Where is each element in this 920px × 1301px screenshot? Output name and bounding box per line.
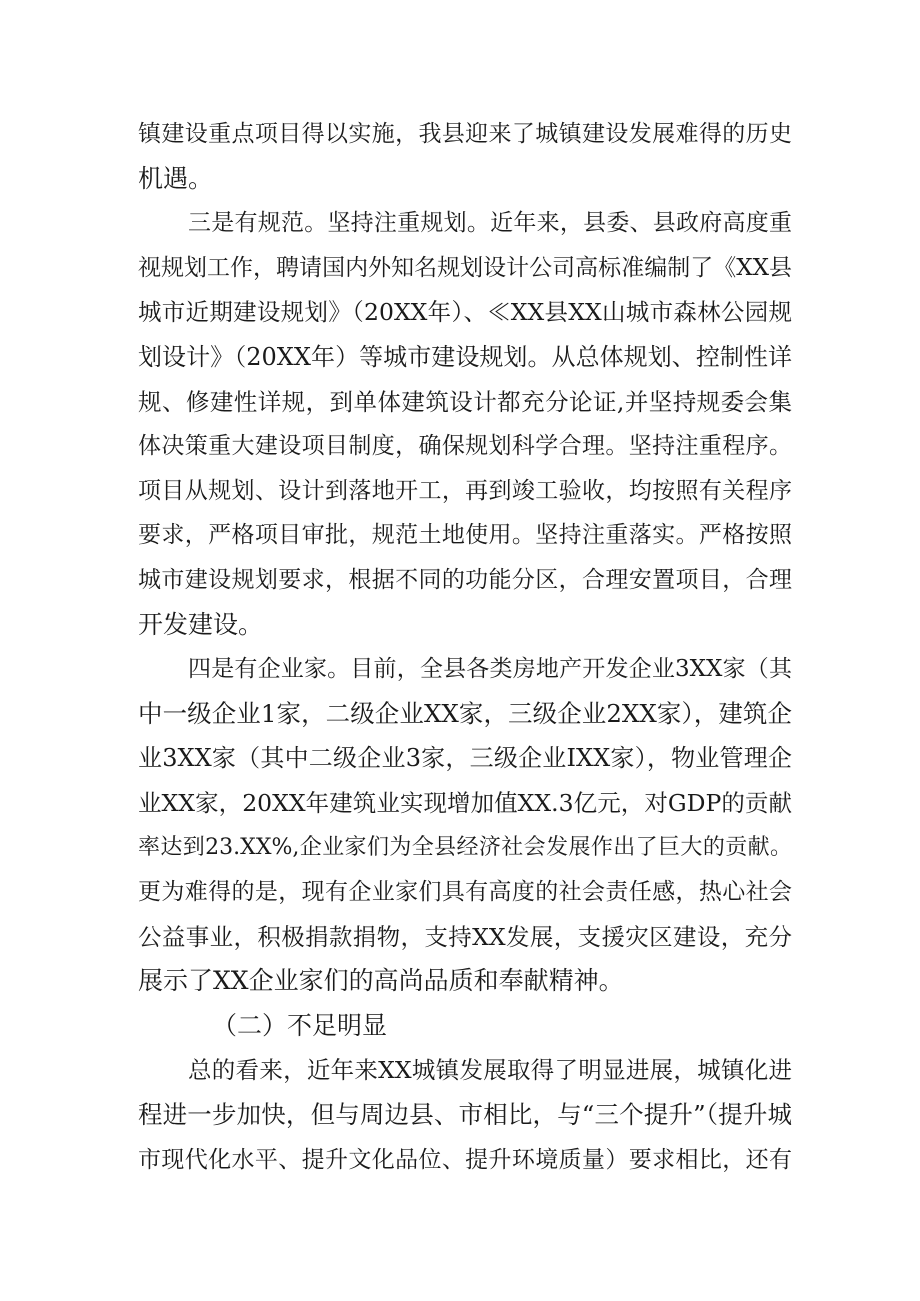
text-line: 视规划工作，聘请国内外知名规划设计公司高标准编制了《XX县	[138, 254, 792, 281]
text-line: 程进一步加快，但与周边县、市相比，与“三个提升”（提升城	[138, 1100, 792, 1130]
paragraph-start-line: 总的看来，近年来XX城镇发展取得了明显进展，城镇化进	[188, 1056, 792, 1085]
text-line: 业XX家，20XX年建筑业实现增加值XX.3亿元，对GDP的贡献	[138, 788, 792, 817]
section-heading: （二）不足明显	[212, 1010, 388, 1040]
paragraph-start-line: 三是有规范。坚持注重规划。近年来，县委、县政府高度重	[188, 210, 792, 237]
text-line: 城市近期建设规划》（20XX年）、≪XX县XX山城市森林公园规	[138, 298, 792, 327]
text-line: 市现代化水平、提升文化品位、提升环境质量）要求相比，还有	[138, 1146, 792, 1173]
text-line: 城市建设规划要求，根据不同的功能分区，合理安置项目，合理	[138, 566, 792, 593]
text-line: 要求，严格项目审批，规范土地使用。坚持注重落实。严格按照	[138, 522, 792, 549]
text-line: 更为难得的是，现有企业家们具有高度的社会责任感，热心社会	[138, 879, 792, 906]
text-line: 划设计》（20XX年）等城市建设规划。从总体规划、控制性详	[138, 342, 792, 371]
text-line: 规、修建性详规，到单体建筑设计都充分论证,并坚持规委会集	[138, 387, 792, 416]
text-line: 开发建设。	[138, 609, 264, 639]
text-line: 体决策重大建设项目制度，确保规划科学合理。坚持注重程序。	[138, 433, 792, 460]
paragraph-start-line: 四是有企业家。目前，全县各类房地产开发企业3XX家（其	[188, 656, 792, 683]
text-line: 业3XX家（其中二级企业3家，三级企业IXX家），物业管理企	[138, 744, 792, 773]
text-line: 率达到23.XX%,企业家们为全县经济社会发展作出了巨大的贡献。	[138, 834, 792, 860]
text-line: 公益事业，积极捐款捐物，支持XX发展，支援灾区建设，充分	[138, 922, 792, 951]
text-line: 镇建设重点项目得以实施，我县迎来了城镇建设发展难得的历史	[138, 121, 792, 147]
text-line: 中一级企业1家，二级企业XX家，三级企业2XX家），建筑企	[138, 698, 792, 728]
text-line: 展示了XX企业家们的高尚品质和奉献精神。	[138, 966, 624, 996]
text-line: 项目从规划、设计到落地开工，再到竣工验收，均按照有关程序	[138, 477, 792, 504]
text-line: 机遇。	[138, 163, 214, 193]
